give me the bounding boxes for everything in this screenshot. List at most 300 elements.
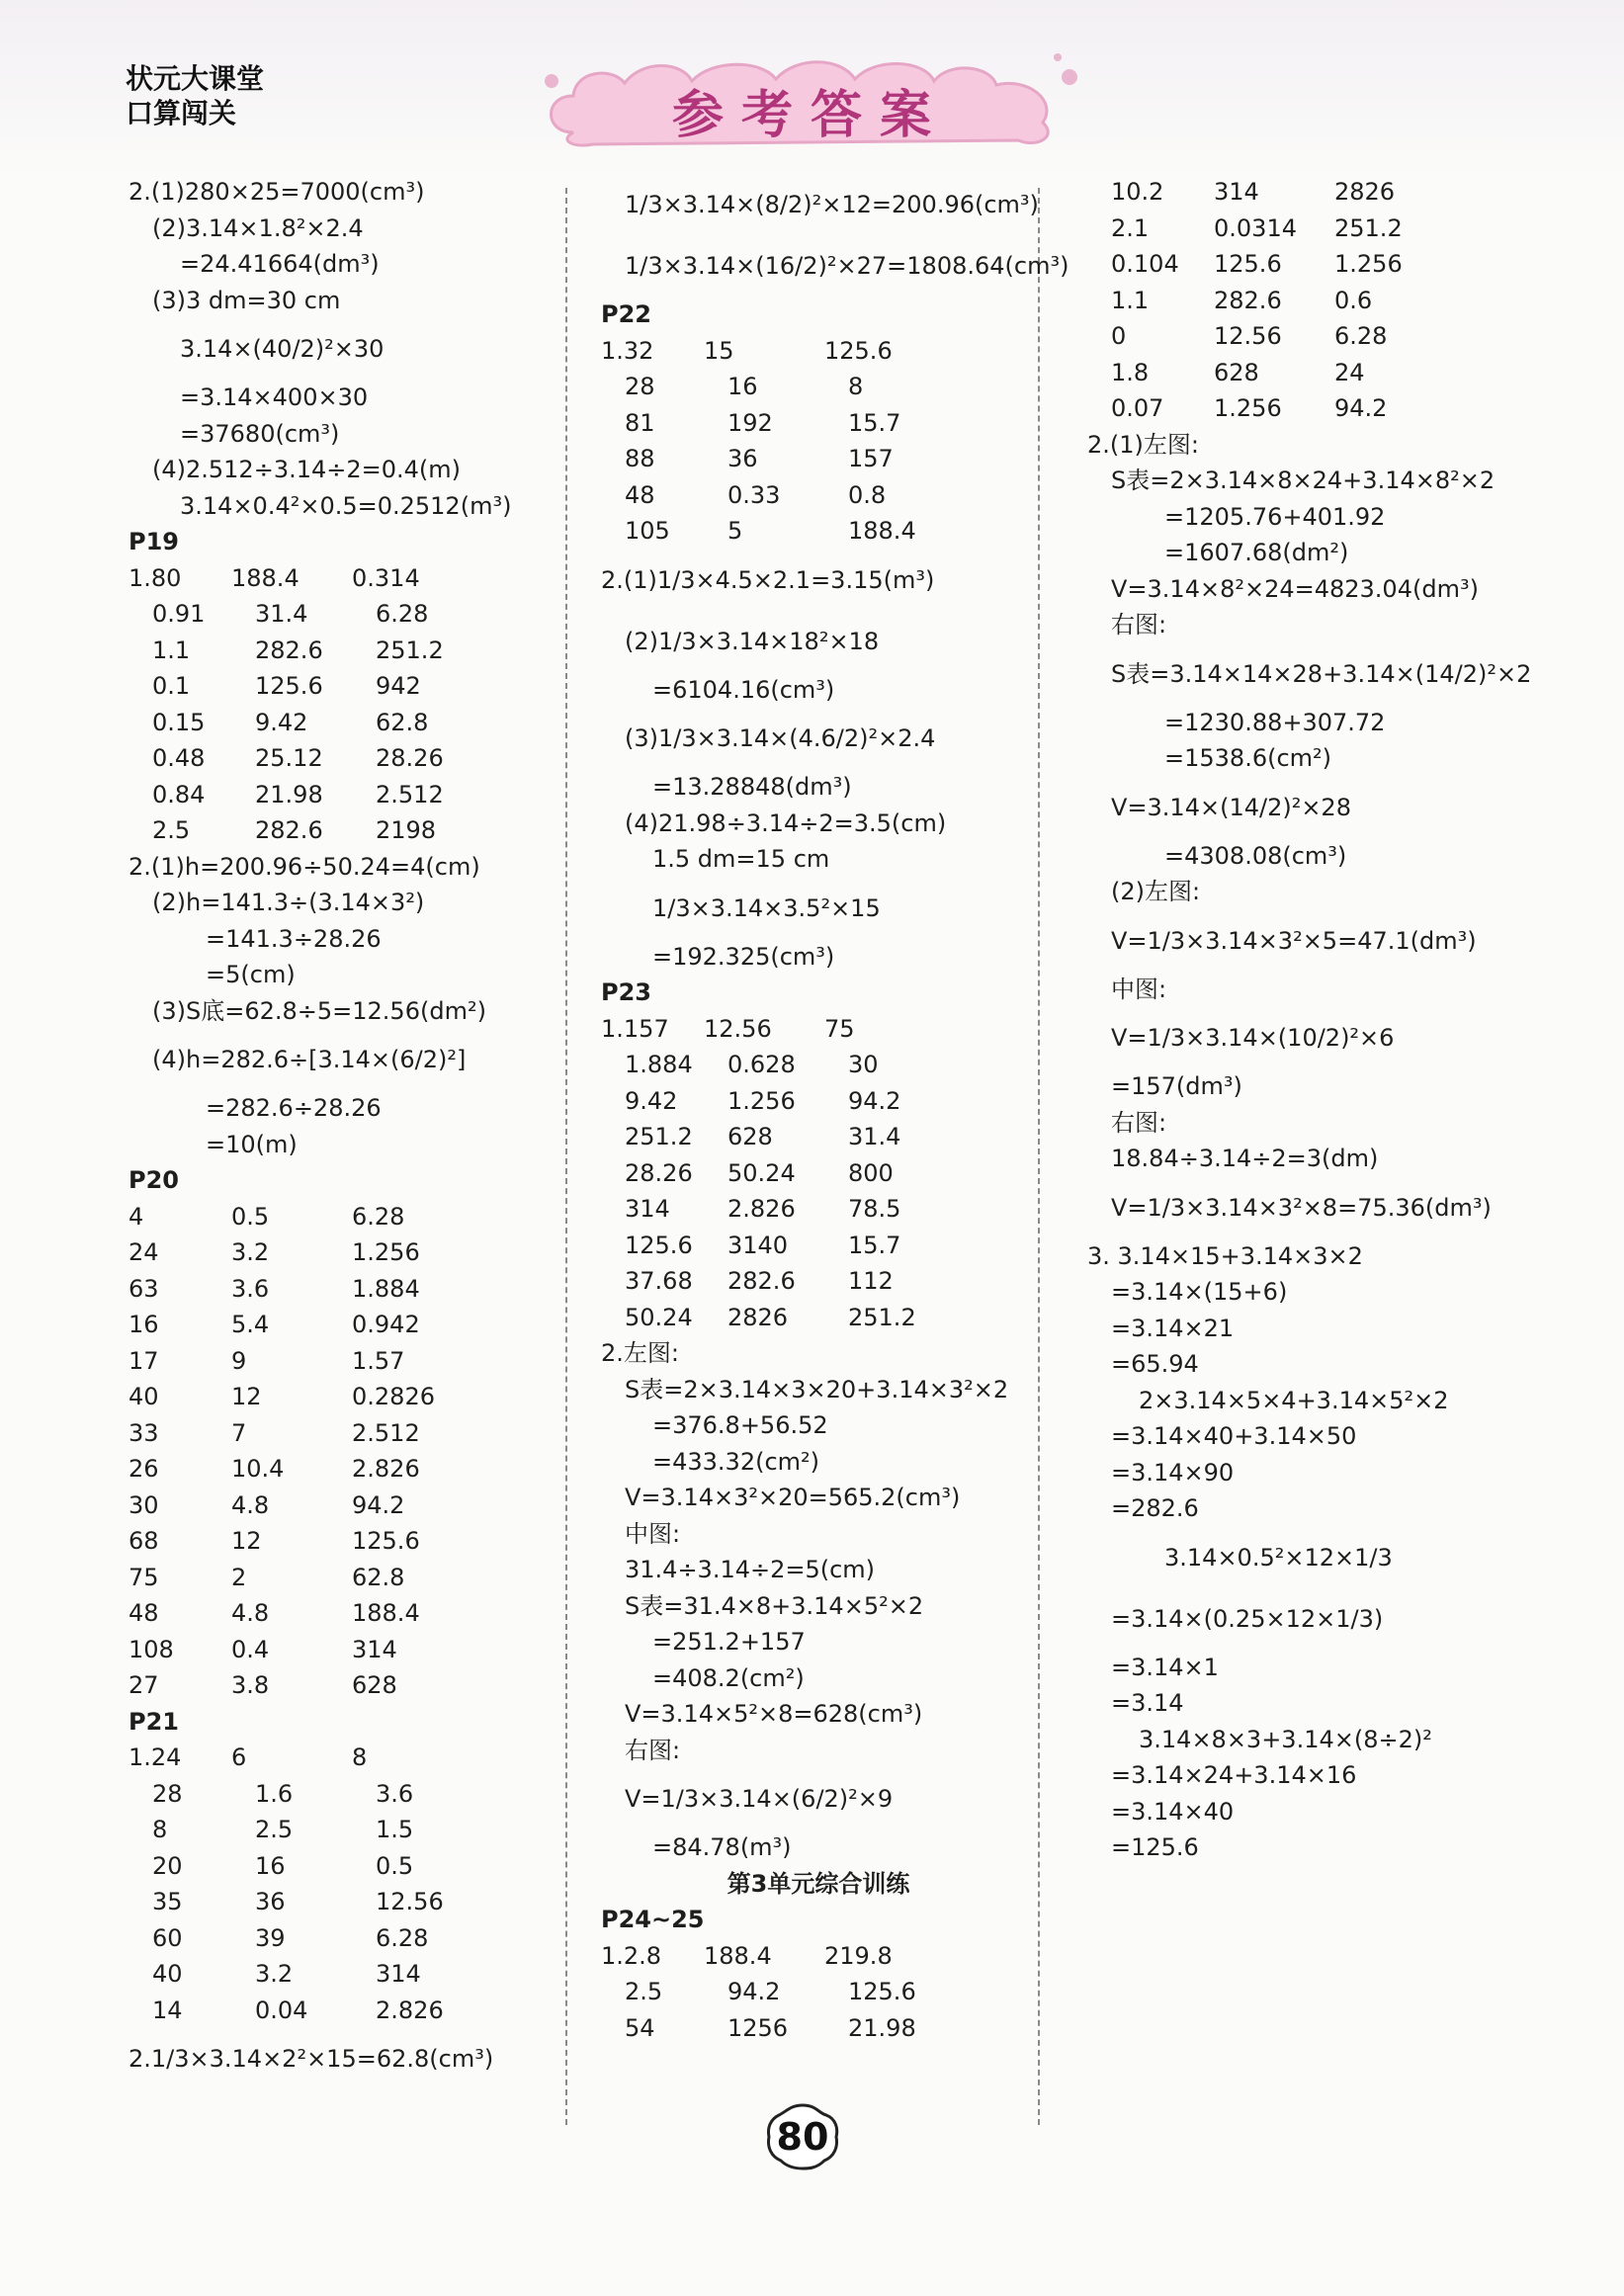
cell: 2198	[376, 816, 437, 844]
cell: 1.24	[128, 1743, 182, 1771]
answer-row	[128, 1343, 563, 1380]
cell: 1.6	[255, 1779, 294, 1808]
answer-line: 3.14×8×3+3.14×(8÷2)²	[1139, 1725, 1432, 1753]
cell: 3.6	[376, 1779, 414, 1808]
answer-row	[128, 1993, 563, 2029]
answer-line: =1538.6(cm²)	[1164, 744, 1332, 772]
cell: 0.91	[152, 600, 206, 628]
answer-row	[601, 441, 1036, 477]
cell: 16	[128, 1311, 159, 1338]
cell: 1.32	[601, 336, 654, 365]
answer-row	[128, 1956, 563, 1993]
answer-row	[1087, 283, 1542, 319]
answer-line: (3)3 dm=30 cm	[152, 286, 341, 314]
cell: 68	[128, 1527, 159, 1555]
answer-line: 1/3×3.14×(8/2)²×12=200.96(cm³)	[625, 191, 1039, 218]
answer-line: =37680(cm³)	[180, 419, 340, 448]
cell: 30	[128, 1490, 159, 1519]
cell: 0.5	[231, 1202, 270, 1231]
answer-row	[1087, 246, 1542, 283]
answer-row	[128, 1776, 563, 1813]
cell: 0.33	[727, 480, 781, 509]
cell: 31.4	[848, 1123, 901, 1150]
answer-column-3	[1087, 174, 1542, 1866]
cell: 0.942	[352, 1311, 420, 1338]
answer-line: 3.14×0.4²×0.5=0.2512(m³)	[180, 491, 512, 520]
cell: 3.2	[255, 1960, 294, 1988]
cell: 1.57	[352, 1346, 405, 1375]
answer-row	[601, 1119, 1036, 1155]
cell: 36	[727, 445, 758, 472]
cell: 188.4	[231, 563, 299, 592]
cell: 2826	[1334, 178, 1396, 206]
answer-line: V=1/3×3.14×3²×8=75.36(dm³)	[1111, 1193, 1492, 1222]
answer-line: V=3.14×5²×8=628(cm³)	[625, 1700, 923, 1728]
cell: 28.26	[625, 1158, 693, 1187]
cell: 1.256	[352, 1238, 420, 1266]
answer-row	[1087, 174, 1542, 211]
answer-line: V=3.14×3²×20=565.2(cm³)	[625, 1484, 961, 1511]
cell: 314	[1214, 178, 1259, 206]
cell: 21.98	[848, 2013, 916, 2042]
page-heading-p21: P21	[128, 1707, 179, 1736]
answer-row	[601, 2010, 1036, 2047]
cell: 1.157	[601, 1014, 669, 1043]
cell: 125.6	[824, 336, 893, 365]
cell: 2	[231, 1563, 247, 1591]
cell: 0.314	[352, 563, 420, 592]
page-number	[765, 2103, 840, 2170]
answer-line: S表=2×3.14×8×24+3.14×8²×2	[1111, 467, 1496, 494]
cell: 12.56	[1214, 322, 1282, 350]
book-title-line2: 口算闯关	[126, 97, 237, 129]
cell: 628	[727, 1123, 773, 1150]
answer-line: 中图:	[1111, 975, 1167, 1003]
cell: 125.6	[1214, 250, 1282, 278]
cell: 94.2	[1334, 394, 1388, 422]
answer-row	[128, 560, 563, 597]
answer-line: =433.32(cm²)	[652, 1447, 820, 1476]
cell: 60	[152, 1923, 183, 1952]
cell: 251.2	[848, 1303, 916, 1331]
answer-row	[128, 740, 563, 777]
cell: 6.28	[376, 600, 429, 628]
cell: 1.5	[376, 1816, 414, 1843]
cell: 282.6	[727, 1267, 796, 1295]
cell: 2.5	[152, 816, 191, 844]
cell: 6.28	[1334, 322, 1388, 350]
cell: 12	[231, 1527, 262, 1555]
cell: 3.2	[231, 1238, 270, 1266]
cell: 63	[128, 1274, 159, 1303]
cell: 20	[152, 1851, 183, 1880]
cell: 25.12	[255, 744, 323, 772]
answer-line: 2.(1)1/3×4.5×2.1=3.15(m³)	[601, 565, 935, 594]
cell: 28	[625, 373, 655, 400]
cell: 12.56	[704, 1014, 772, 1043]
cell: 9	[231, 1346, 247, 1375]
cell: 188.4	[848, 517, 916, 545]
answer-line: =10(m)	[206, 1130, 298, 1158]
cell: 40	[152, 1960, 183, 1988]
answer-row	[128, 1234, 563, 1271]
answer-line: (3)S底=62.8÷5=12.56(dm²)	[152, 996, 486, 1025]
cell: 26	[128, 1455, 159, 1483]
answer-column-1	[128, 174, 563, 2089]
cell: 1.80	[128, 563, 182, 592]
cell: 75	[128, 1563, 159, 1591]
answer-line: S表=3.14×14×28+3.14×(14/2)²×2	[1111, 659, 1532, 688]
cell: 15.7	[848, 408, 901, 437]
cell: 6.28	[376, 1923, 429, 1952]
page-heading-p20: P20	[128, 1166, 179, 1194]
cell: 314	[625, 1195, 670, 1223]
cell: 105	[625, 517, 670, 545]
cell: 0.0314	[1214, 213, 1297, 242]
answer-line: (3)1/3×3.14×(4.6/2)²×2.4	[625, 724, 936, 752]
cell: 2.1	[1111, 213, 1150, 242]
cell: 188.4	[704, 1941, 772, 1970]
cell: 30	[848, 1051, 879, 1078]
answer-line: (4)21.98÷3.14÷2=3.5(cm)	[625, 808, 947, 837]
cell: 39	[255, 1923, 286, 1952]
answer-line: 2.1/3×3.14×2²×15=62.8(cm³)	[128, 2045, 494, 2073]
cell: 31.4	[255, 600, 308, 628]
cell: 2.512	[376, 780, 444, 808]
answer-row	[128, 1271, 563, 1308]
cell: 8	[152, 1816, 168, 1843]
cell: 219.8	[824, 1941, 893, 1970]
answer-row	[601, 369, 1036, 405]
cell: 15.7	[848, 1231, 901, 1259]
answer-line: (4)2.512÷3.14÷2=0.4(m)	[152, 456, 462, 483]
cell: 282.6	[1214, 286, 1282, 314]
cell: 1.884	[625, 1051, 693, 1078]
page-heading-p23: P23	[601, 978, 651, 1006]
cell: 8	[352, 1743, 368, 1771]
cell: 282.6	[255, 636, 323, 664]
cell: 0.1	[152, 672, 191, 700]
cell: 78.5	[848, 1195, 901, 1223]
column-divider-left	[565, 188, 567, 2125]
answer-row	[128, 668, 563, 705]
cell: 125.6	[352, 1527, 420, 1555]
answer-line: V=3.14×8²×24=4823.04(dm³)	[1111, 574, 1479, 603]
answer-row	[128, 1632, 563, 1668]
cell: 125.6	[255, 672, 323, 700]
cell: 1256	[727, 2013, 789, 2042]
cell: 21.98	[255, 780, 323, 808]
cell: 1.1	[1111, 286, 1150, 314]
cell: 62.8	[376, 708, 429, 736]
cell: 314	[376, 1960, 421, 1988]
answer-line: =376.8+56.52	[652, 1411, 828, 1439]
cell: 7	[231, 1418, 247, 1447]
banner-title: 参考答案	[671, 85, 949, 145]
cell: 28.26	[376, 744, 444, 772]
cell: 27	[128, 1671, 159, 1699]
answer-line: V=1/3×3.14×(10/2)²×6	[1111, 1024, 1395, 1052]
cell: 24	[128, 1238, 159, 1266]
answer-row	[128, 1523, 563, 1560]
cell: 0	[1111, 322, 1127, 350]
cell: 108	[128, 1635, 174, 1663]
answer-line: =13.28848(dm³)	[652, 773, 852, 801]
cell: 125.6	[625, 1231, 693, 1259]
cell: 112	[848, 1267, 894, 1295]
cell: 251.2	[376, 636, 444, 664]
answer-line: =3.14×1	[1111, 1653, 1219, 1681]
answer-line: =65.94	[1111, 1350, 1199, 1378]
cell: 1.884	[352, 1274, 420, 1303]
cell: 0.04	[255, 1996, 308, 2024]
answer-line: (4)h=282.6÷[3.14×(6/2)²]	[152, 1046, 467, 1073]
page-heading-p22: P22	[601, 300, 651, 328]
cell: 314	[352, 1635, 397, 1663]
cell: 16	[255, 1851, 286, 1880]
answer-line: =24.41664(dm³)	[180, 250, 380, 278]
cell: 50.24	[727, 1158, 796, 1187]
cell: 2.5	[625, 1978, 663, 2005]
answer-line: 中图:	[625, 1519, 681, 1548]
page-heading-p19: P19	[128, 528, 179, 555]
cell: 1.256	[1214, 394, 1282, 422]
answer-line: =1230.88+307.72	[1164, 708, 1386, 736]
cell: 251.2	[625, 1123, 693, 1150]
page-heading-p24: P24~25	[601, 1906, 705, 1933]
cell: 0.5	[376, 1851, 414, 1880]
cell: 81	[625, 408, 655, 437]
answer-row	[601, 1300, 1036, 1336]
answer-line: =84.78(m³)	[652, 1833, 792, 1861]
cell: 3.6	[231, 1274, 270, 1303]
answer-line: =1205.76+401.92	[1164, 502, 1386, 531]
answer-line: V=3.14×(14/2)²×28	[1111, 793, 1351, 821]
answer-line: =3.14×90	[1111, 1458, 1235, 1487]
answer-line: 2×3.14×5×4+3.14×5²×2	[1139, 1386, 1449, 1414]
answer-row	[601, 1938, 1036, 1975]
cell: 0.2826	[352, 1383, 435, 1410]
cell: 94.2	[848, 1086, 901, 1115]
answer-row	[601, 1974, 1036, 2010]
cell: 1.2.8	[601, 1941, 662, 1970]
answer-line: =141.3÷28.26	[206, 924, 382, 953]
answer-row	[128, 1667, 563, 1704]
answer-row	[601, 477, 1036, 514]
answer-line: 右图:	[625, 1736, 681, 1764]
cell: 10.4	[231, 1455, 285, 1483]
cell: 942	[376, 672, 421, 700]
cell: 192	[727, 408, 773, 437]
answer-line: =192.325(cm³)	[652, 942, 835, 971]
cell: 0.628	[727, 1051, 796, 1078]
answer-line: 3.14×0.5²×12×1/3	[1164, 1543, 1393, 1572]
answer-row	[601, 1263, 1036, 1300]
cell: 35	[152, 1888, 183, 1915]
answer-line: =125.6	[1111, 1833, 1199, 1861]
answer-line: =282.6÷28.26	[206, 1094, 382, 1122]
answer-line: =3.14×(15+6)	[1111, 1278, 1288, 1306]
answer-line: =3.14×21	[1111, 1314, 1235, 1342]
cell: 88	[625, 445, 655, 472]
book-title	[126, 61, 264, 130]
answer-row	[128, 1451, 563, 1488]
cell: 188.4	[352, 1599, 420, 1627]
cell: 40	[128, 1383, 159, 1410]
answer-line: =3.14×400×30	[180, 383, 369, 411]
answer-line: 2.(1)280×25=7000(cm³)	[128, 178, 425, 206]
cell: 12	[231, 1383, 262, 1410]
answer-row	[601, 1047, 1036, 1083]
cell: 251.2	[1334, 213, 1403, 242]
answer-line: =408.2(cm²)	[652, 1663, 805, 1692]
cell: 4.8	[231, 1490, 270, 1519]
cell: 9.42	[255, 708, 308, 736]
answer-line: =251.2+157	[652, 1628, 806, 1656]
cell: 10.2	[1111, 178, 1164, 206]
answer-row	[128, 596, 563, 633]
answer-line: =6104.16(cm³)	[652, 675, 835, 704]
cell: 94.2	[352, 1490, 405, 1519]
cell: 15	[704, 336, 734, 365]
answer-line: 1.5 dm=15 cm	[652, 845, 830, 873]
cell: 50.24	[625, 1303, 693, 1331]
cell: 1.8	[1111, 358, 1150, 386]
answer-row	[128, 1199, 563, 1235]
answer-row	[128, 1488, 563, 1524]
cell: 0.6	[1334, 286, 1373, 314]
answer-line: =282.6	[1111, 1494, 1199, 1522]
answer-row	[128, 1920, 563, 1957]
cell: 28	[152, 1779, 183, 1808]
cell: 800	[848, 1158, 894, 1187]
answer-row	[1087, 318, 1542, 355]
cell: 0.8	[848, 480, 887, 509]
cell: 628	[1214, 358, 1259, 386]
answer-row	[128, 1560, 563, 1596]
answer-row	[601, 1083, 1036, 1120]
answer-line: =3.14	[1111, 1689, 1184, 1717]
answer-line: 3. 3.14×15+3.14×3×2	[1087, 1241, 1363, 1270]
cell: 1.256	[1334, 250, 1403, 278]
answer-row	[1087, 355, 1542, 391]
answer-line: =3.14×(0.25×12×1/3)	[1111, 1604, 1384, 1633]
answer-line: S表=2×3.14×3×20+3.14×3²×2	[625, 1375, 1009, 1403]
answer-line: =157(dm³)	[1111, 1072, 1242, 1100]
answer-row	[601, 1228, 1036, 1264]
cell: 5	[727, 517, 743, 545]
cell: 0.07	[1111, 394, 1164, 422]
cell: 3.8	[231, 1671, 270, 1699]
answer-banner	[534, 42, 1087, 160]
answer-line: =3.14×40	[1111, 1797, 1235, 1826]
answer-line: (2)3.14×1.8²×2.4	[152, 213, 364, 242]
answer-row	[601, 513, 1036, 550]
answer-row	[128, 777, 563, 813]
cell: 157	[848, 445, 894, 472]
cell: 0.84	[152, 780, 206, 808]
answer-row	[601, 1155, 1036, 1192]
answer-line: 2.(1)左图:	[1087, 430, 1199, 459]
cell: 16	[727, 373, 758, 400]
answer-line: =1607.68(dm²)	[1164, 539, 1349, 566]
cell: 12.56	[376, 1888, 444, 1915]
answer-line: =5(cm)	[206, 961, 296, 988]
cell: 9.42	[625, 1086, 678, 1115]
cell: 2.826	[352, 1455, 420, 1483]
cell: 48	[128, 1599, 159, 1627]
answer-row	[128, 1884, 563, 1920]
answer-row	[128, 1740, 563, 1776]
answer-row	[601, 1011, 1036, 1048]
cell: 3140	[727, 1231, 789, 1259]
answer-line: =3.14×24+3.14×16	[1111, 1761, 1357, 1789]
answer-line: 2.(1)h=200.96÷50.24=4(cm)	[128, 852, 480, 881]
answer-line: 3.14×(40/2)²×30	[180, 335, 385, 363]
cell: 4.8	[231, 1599, 270, 1627]
cell: 6	[231, 1743, 247, 1771]
answer-row	[128, 1595, 563, 1632]
cell: 33	[128, 1418, 159, 1447]
answer-line: 右图:	[1111, 1108, 1167, 1137]
answer-line: 31.4÷3.14÷2=5(cm)	[625, 1556, 876, 1583]
cell: 4	[128, 1202, 144, 1231]
answer-row	[1087, 390, 1542, 427]
cell: 2.5	[255, 1816, 294, 1843]
cell: 8	[848, 373, 864, 400]
cell: 1.1	[152, 636, 191, 664]
answer-line: (2)左图:	[1111, 878, 1201, 905]
cell: 48	[625, 480, 655, 509]
answer-line: =3.14×40+3.14×50	[1111, 1422, 1357, 1450]
answer-line: V=1/3×3.14×(6/2)²×9	[625, 1785, 894, 1813]
answer-row	[128, 1307, 563, 1343]
answer-row	[128, 705, 563, 741]
cell: 94.2	[727, 1978, 781, 2005]
cell: 54	[625, 2013, 655, 2042]
cell: 0.48	[152, 744, 206, 772]
section-title: 第3单元综合训练	[727, 1869, 910, 1898]
cell: 2.826	[727, 1195, 796, 1223]
cell: 1.256	[727, 1086, 796, 1115]
answer-row	[128, 1848, 563, 1885]
answer-row	[128, 633, 563, 669]
cell: 282.6	[255, 816, 323, 844]
cell: 36	[255, 1888, 286, 1915]
answer-column-2	[601, 174, 1069, 2046]
answer-line: S表=31.4×8+3.14×5²×2	[625, 1591, 924, 1620]
cell: 0.15	[152, 708, 206, 736]
cell: 24	[1334, 358, 1365, 386]
answer-line: 18.84÷3.14÷2=3(dm)	[1111, 1145, 1379, 1172]
cell: 75	[824, 1014, 855, 1043]
answer-row	[128, 812, 563, 849]
cell: 14	[152, 1996, 183, 2024]
answer-line: 1/3×3.14×(16/2)²×27=1808.64(cm³)	[625, 252, 1069, 280]
answer-line: (2)1/3×3.14×18²×18	[625, 627, 880, 655]
answer-line: =4308.08(cm³)	[1164, 841, 1347, 870]
answer-line: 右图:	[1111, 611, 1167, 638]
cell: 2826	[727, 1303, 789, 1331]
answer-line: V=1/3×3.14×3²×5=47.1(dm³)	[1111, 926, 1477, 955]
book-title-line1: 状元大课堂	[126, 62, 265, 95]
answer-row	[601, 333, 1036, 370]
cell: 2.512	[352, 1418, 420, 1447]
answer-line: 2.左图:	[601, 1339, 679, 1367]
answer-line: 1/3×3.14×3.5²×15	[652, 893, 881, 922]
answer-row	[601, 405, 1036, 442]
answer-row	[601, 1191, 1036, 1228]
